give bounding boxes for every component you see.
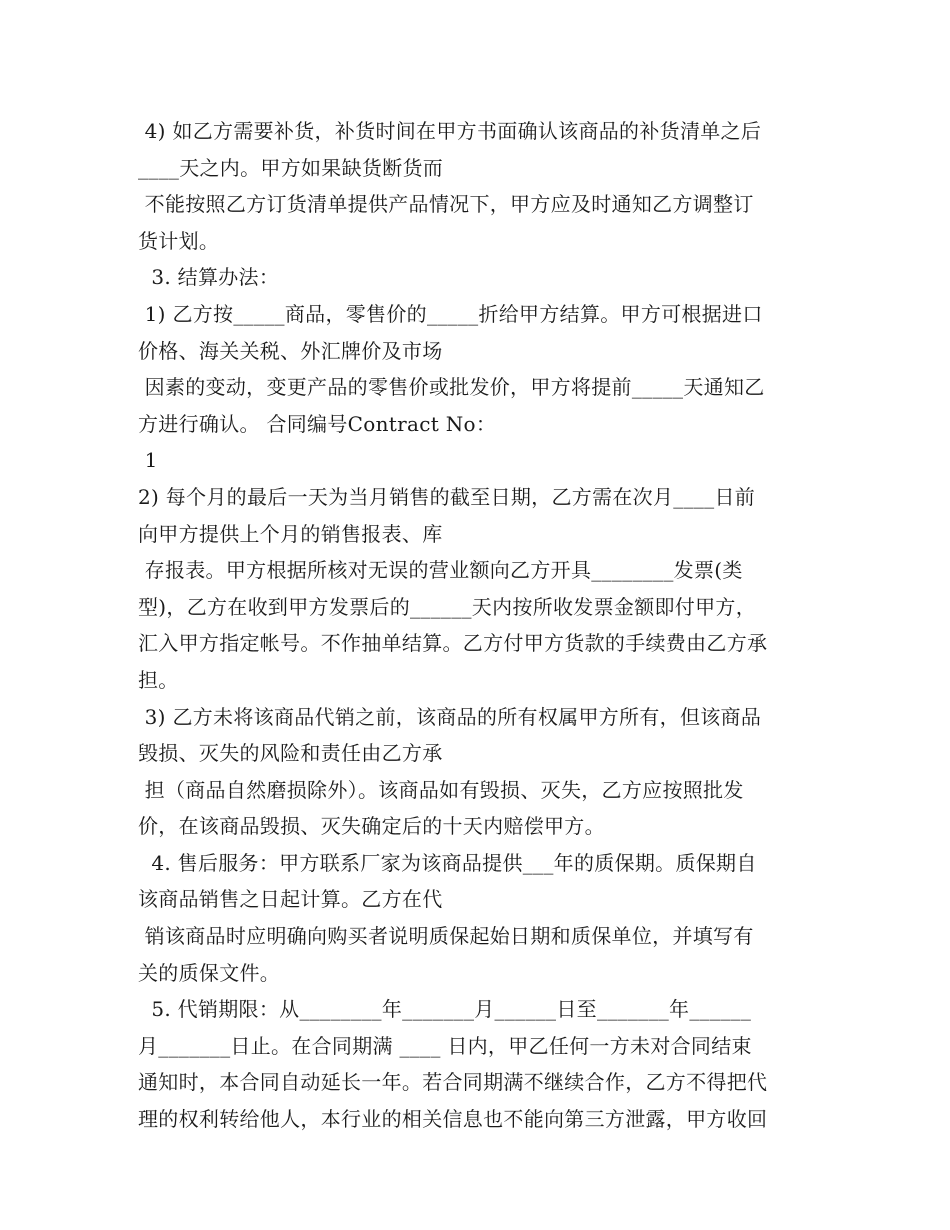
contract-body-text <box>138 113 818 1138</box>
section-heading-term: 5. 代销期限：从________年_______月______日至_______年______ <box>138 997 752 1022</box>
text-line: 担。 <box>138 667 179 692</box>
section-heading-after-sales: 4. 售后服务：甲方联系厂家为该商品提供___年的质保期。质保期自 <box>138 850 757 875</box>
section-heading-settlement: 3. 结算办法： <box>138 265 280 290</box>
text-line: 3) 乙方未将该商品代销之前，该商品的所有权属甲方所有，但该商品 <box>138 704 762 729</box>
text-line: 担（商品自然磨损除外）。该商品如有毁损、灭失，乙方应按照批发 <box>138 777 744 802</box>
text-line: 因素的变动，变更产品的零售价或批发价，甲方将提前_____天通知乙 <box>138 375 765 400</box>
text-line: 型)，乙方在收到甲方发票后的______天内按所收发票金额即付甲方， <box>138 594 757 619</box>
text-line: 存报表。甲方根据所核对无误的营业额向乙方开具________发票(类 <box>138 558 743 583</box>
page-number: 1 <box>138 448 158 473</box>
text-line: ____天之内。甲方如果缺货断货而 <box>138 155 444 180</box>
text-line: 向甲方提供上个月的销售报表、库 <box>138 521 443 546</box>
text-line: 关的质保文件。 <box>138 960 281 985</box>
text-line: 1) 乙方按_____商品，零售价的_____折给甲方结算。甲方可根据进口 <box>138 301 763 326</box>
text-line: 价，在该商品毁损、灭失确定后的十天内赔偿甲方。 <box>138 814 605 839</box>
text-line: 4) 如乙方需要补货，补货时间在甲方书面确认该商品的补货清单之后 <box>138 119 762 143</box>
text-line: 货计划。 <box>138 228 220 253</box>
text-line: 销该商品时应明确向购买者说明质保起始日期和质保单位，并填写有 <box>138 924 754 949</box>
text-line: 通知时，本合同自动延长一年。若合同期满不继续合作，乙方不得把代 <box>138 1070 768 1095</box>
text-line: 2) 每个月的最后一天为当月销售的截至日期，乙方需在次月____日前 <box>138 484 756 509</box>
text-line: 汇入甲方指定帐号。不作抽单结算。乙方付甲方货款的手续费由乙方承 <box>138 631 768 656</box>
text-line: 不能按照乙方订货清单提供产品情况下，甲方应及时通知乙方调整订 <box>138 192 754 217</box>
text-line: 该商品销售之日起计算。乙方在代 <box>138 887 443 912</box>
text-line: 理的权利转给他人，本行业的相关信息也不能向第三方泄露，甲方收回 <box>138 1107 768 1132</box>
text-line: 方进行确认。 合同编号Contract No： <box>138 411 497 436</box>
text-line: 月_______日止。在合同期满 ____ 日内，甲乙任何一方未对合同结束 <box>138 1033 752 1058</box>
text-line: 毁损、灭失的风险和责任由乙方承 <box>138 741 443 766</box>
text-line: 价格、海关关税、外汇牌价及市场 <box>138 338 443 363</box>
